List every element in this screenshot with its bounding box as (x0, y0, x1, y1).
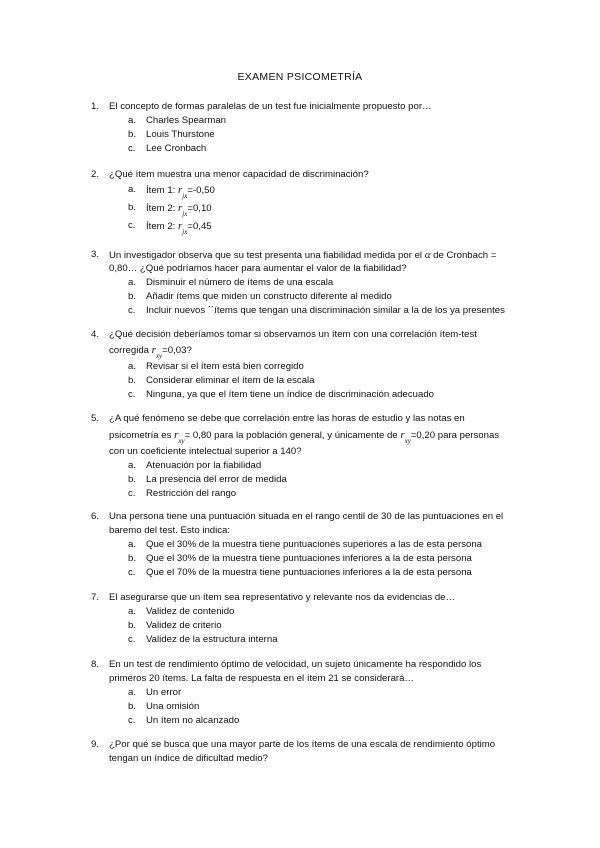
question-number: 5. (91, 413, 100, 424)
option-prefix: Ítem 2: (146, 203, 178, 214)
option-letter: b. (128, 375, 137, 386)
page-title: EXAMEN PSICOMETRÍA (237, 71, 363, 83)
option-text: Que el 70% de la muestra tiene puntuaciones inferiores a la de esta persona (146, 567, 472, 578)
option-letter: a. (128, 184, 137, 195)
option-text: Restricción del rango (146, 488, 237, 499)
correlation-subscript: xy (404, 436, 411, 445)
option-letter: a. (128, 687, 137, 698)
question-text-line1: Una persona tiene una puntuación situada en el rango centil de 30 de las puntuaciones en el (109, 511, 504, 522)
option-text: Validez de criterio (146, 620, 222, 631)
correlation-symbol: r (178, 220, 183, 232)
option-text: Validez de la estructura interna (146, 634, 278, 645)
option-prefix: Ítem 2: (146, 221, 178, 232)
option-text: Que el 30% de la muestra tiene puntuaciones inferiores a la de esta persona (146, 553, 472, 564)
option-letter: b. (128, 474, 137, 485)
option-text: La presencia del error de medida (146, 474, 287, 485)
correlation-symbol: r (178, 184, 183, 196)
option-text: Revisar si el ítem está bien corregido (146, 361, 304, 372)
option-value: =-0,50 (187, 185, 215, 196)
option-text: Un error (146, 687, 182, 698)
option-letter: c. (128, 143, 136, 154)
option-letter: b. (128, 291, 137, 302)
option-letter: c. (128, 567, 136, 578)
alpha-symbol: α (424, 249, 431, 261)
correlation-subscript: jx (182, 209, 188, 218)
option-prefix: Ítem 1: (146, 185, 178, 196)
text-fragment: =0,20 para personas (410, 430, 500, 441)
option-text: Atenuación por la fiabilidad (146, 460, 262, 471)
question-number: 4. (91, 329, 100, 340)
option-text: Considerar eliminar el ítem de la escala (146, 375, 315, 386)
option-letter: a. (128, 606, 137, 617)
correlation-subscript: jx (182, 191, 188, 200)
option-letter: a. (128, 115, 137, 126)
option-text: Una omisión (146, 701, 200, 712)
option-letter: c. (128, 305, 136, 316)
option-text: Que el 30% de la muestra tiene puntuaciones superiores a las de esta persona (146, 539, 482, 550)
question-number: 6. (91, 511, 100, 522)
option-text (146, 183, 215, 201)
option-letter: b. (128, 620, 137, 631)
option-text (146, 201, 212, 219)
option-value: =0,10 (187, 203, 212, 214)
question-number: 3. (91, 249, 100, 260)
question-text-line2: tengan un índice de dificultad medio? (109, 753, 268, 764)
question-text-line2: baremo del test. Esto indica: (109, 525, 231, 536)
option-letter: c. (128, 488, 136, 499)
text-fragment: corregida (109, 345, 152, 356)
option-letter: b. (128, 202, 137, 213)
option-text: Disminuir el número de ítems de una escala (146, 277, 334, 288)
option-text: Incluir nuevos ´´ítems que tengan una discriminación similar a la de los ya presentes (146, 305, 505, 316)
question-number: 9. (91, 739, 100, 750)
question-text-line1 (109, 248, 534, 263)
option-letter: a. (128, 539, 137, 550)
question-number: 1. (91, 101, 100, 112)
question-text-line2: 0,80… ¿Qué podríamos hacer para aumentar el valor de la fiabilidad? (109, 263, 407, 274)
correlation-symbol: r (178, 202, 183, 214)
correlation-symbol: r (174, 429, 179, 441)
option-text (146, 219, 212, 237)
option-letter: c. (128, 220, 136, 231)
option-text: Louis Thurstone (146, 129, 215, 140)
question-text-line3: con un coeficiente intelectual superior a 140? (109, 446, 302, 457)
correlation-subscript: xy (155, 351, 163, 360)
text-fragment: Un investigador observa que su test presenta una fiabilidad medida por el (109, 250, 425, 261)
option-value: =0,45 (187, 221, 212, 232)
question-text-line1: ¿Por qué se busca que una mayor parte de los ítems de una escala de rendimiento óptimo (109, 739, 496, 750)
text-fragment: de Cronbach = (430, 250, 497, 261)
option-letter: a. (128, 277, 137, 288)
correlation-symbol: r (151, 344, 156, 356)
option-letter: b. (128, 701, 137, 712)
question-text-line1: ¿A qué fenómeno se debe que correlación entre las horas de estudio y las notas en (109, 413, 465, 424)
text-fragment: =0,03? (162, 345, 192, 356)
option-text: Un ítem no alcanzado (146, 715, 240, 726)
option-text: Añadir ítems que miden un constructo diferente al medido (146, 291, 392, 302)
option-letter: c. (128, 389, 136, 400)
question-text: El concepto de formas paralelas de un test fue inicialmente propuesto por… (109, 101, 432, 112)
question-number: 7. (91, 592, 100, 603)
option-letter: c. (128, 715, 136, 726)
question-text: El asegurarse que un ítem sea representativo y relevante nos da evidencias de… (109, 592, 456, 603)
question-text-line2: primeros 20 ítems. La falta de respuesta en el ítem 21 se considerará… (109, 673, 415, 684)
correlation-subscript: jx (182, 227, 188, 236)
option-text: Lee Cronbach (146, 143, 207, 154)
text-fragment: psicometría es (109, 430, 175, 441)
question-number: 2. (91, 169, 100, 180)
option-letter: a. (128, 460, 137, 471)
question-text-line2 (109, 343, 192, 361)
text-fragment: = 0,80 para la población general, y únicamente de (184, 430, 401, 441)
option-letter: b. (128, 553, 137, 564)
option-letter: a. (128, 361, 137, 372)
option-text: Ninguna, ya que el ítem tiene un índice de discriminación adecuado (146, 389, 434, 400)
question-text-line1: En un test de rendimiento óptimo de velocidad, un sujeto únicamente ha respondido los (109, 659, 482, 670)
correlation-subscript: xy (178, 436, 185, 445)
option-letter: c. (128, 634, 136, 645)
question-text-line2 (109, 428, 499, 446)
option-letter: b. (128, 129, 137, 140)
correlation-symbol: r (400, 429, 405, 441)
question-text-line1: ¿Qué decisión deberíamos tomar si observamos un ítem con una correlación ítem-test (109, 329, 477, 340)
option-text: Validez de contenido (146, 606, 235, 617)
option-text: Charles Spearman (146, 115, 226, 126)
question-number: 8. (91, 659, 100, 670)
question-text: ¿Qué ítem muestra una menor capacidad de discriminación? (109, 169, 369, 180)
